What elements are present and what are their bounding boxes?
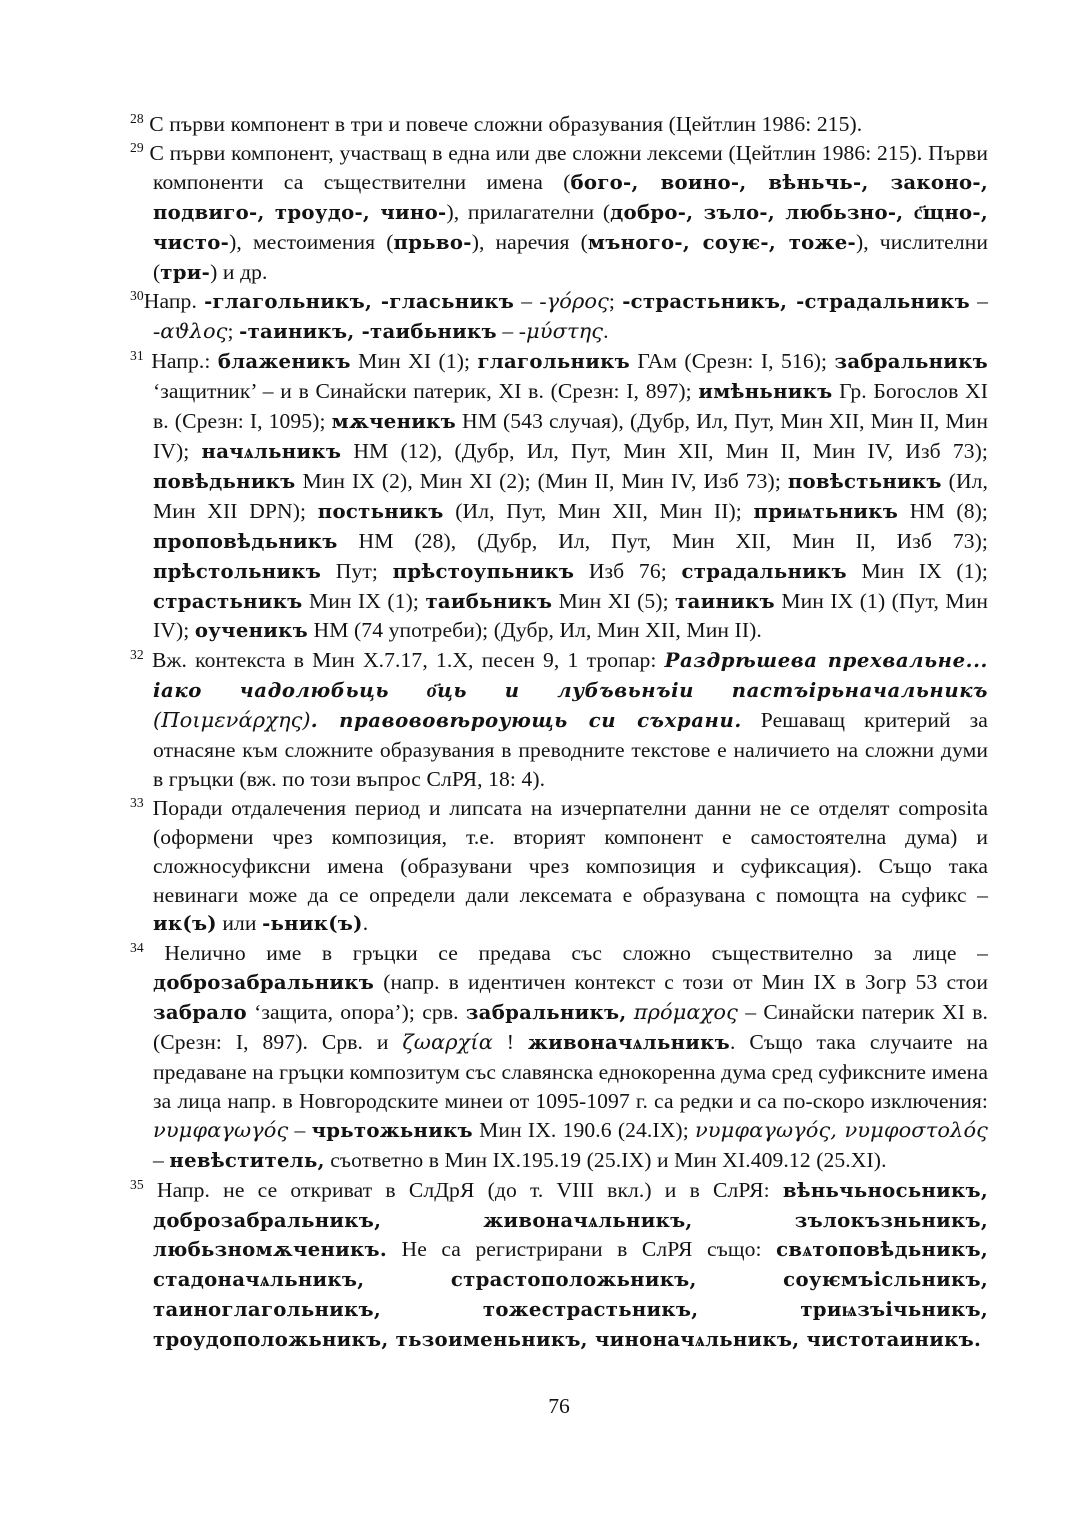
footnote-text: ), наречия ( <box>471 229 588 254</box>
footnote-text: Напр. не се откриват в СлДрЯ (до т. VIII вкл.) и в СлРЯ: <box>143 1177 783 1202</box>
footnote-28 <box>130 110 988 139</box>
footnote-text: С първи компонент, участващ в една или две сложни лексеми (Цейтлин 1986: 215). Първи компоненти са съществителни имена ( <box>143 140 988 194</box>
greek-term: γόρος <box>546 289 609 314</box>
old-slavonic-term: добро-, зъло-, любьзно-, с҃щно-, чисто- <box>153 200 988 254</box>
footnote-marker: 31 <box>130 348 144 364</box>
footnote-text: (напр. в идентичен контекст с този от Мин IX в Зогр 53 стои <box>374 970 988 995</box>
footnote-text: Мин IX (1) (Пут, Мин IV); <box>153 588 989 643</box>
footnote-text: ! <box>492 1030 528 1055</box>
footnote-text: Нелично име в гръцки се предава със сложно съществително за лице – <box>143 941 988 966</box>
old-slavonic-term: мѫченикъ <box>331 410 456 434</box>
footnote-text: съответно в Мин IX.195.19 (25.IX) и Мин XI.409.12 (25.XI). <box>324 1147 887 1172</box>
old-slavonic-term: оученикъ <box>194 619 309 643</box>
footnote-text: – <box>288 1117 312 1142</box>
old-slavonic-term: -ьник(ъ) <box>262 912 363 936</box>
footnote-text: НМ (8); <box>898 498 988 523</box>
old-slavonic-term: три- <box>160 260 211 284</box>
old-slavonic-term: ик(ъ) <box>153 912 217 936</box>
footnote-text: Мин IX. 190.6 (24.IX); <box>472 1117 695 1142</box>
old-slavonic-term: начѧльникъ <box>201 439 342 463</box>
old-slavonic-term: Раздрѣшева прехвальне... іако чадолюбьць о҃ць и лубъвьнъіи пастъірьначальникъ <box>153 649 988 703</box>
footnote-text: Напр.: <box>143 349 218 374</box>
footnotes-block <box>130 110 988 1355</box>
greek-term: (Ποιμενάρχης) <box>153 708 311 733</box>
footnote-text: . <box>362 911 369 936</box>
footnote-marker: 30 <box>130 288 144 304</box>
footnote-text: ), прилагателни ( <box>446 199 611 224</box>
footnote-text: – - <box>496 319 527 344</box>
footnote-33 <box>130 794 988 940</box>
old-slavonic-term: забральникъ, <box>465 1001 627 1025</box>
footnote-marker: 34 <box>130 940 144 956</box>
footnote-text: – - <box>514 289 547 314</box>
footnote-text: Вж. контекста в Мин X.7.17, 1.X, песен 9, 1 тропар: <box>143 648 665 673</box>
footnote-text: или <box>216 911 263 936</box>
old-slavonic-term: живоначѧльникъ <box>527 1031 730 1055</box>
old-slavonic-term: -глагольникъ, -гласьникъ <box>204 290 515 314</box>
old-slavonic-term: невѣститель, <box>169 1148 325 1172</box>
old-slavonic-term: страстьникъ <box>153 589 303 613</box>
greek-term: νυμφαγωγός, νυμφοστολός <box>694 1117 988 1142</box>
old-slavonic-term: -страстьникъ, -страдальникъ <box>622 290 970 314</box>
greek-term: αϑλος <box>160 319 228 344</box>
old-slavonic-term: имѣньникъ <box>698 380 833 404</box>
greek-term: μύστης <box>526 319 604 344</box>
footnote-text: Поради отдалечения период и липсата на изчерпателни данни не се отделят composita (оформени чрез композиция, т.е. вторият компонент е самостоятелна дума) и сложносуфиксни имена (образувани чрез композиция и суфиксация). Също така невинаги може да се определи дали лексемата е образувана с помощта на суфикс – <box>143 795 988 907</box>
old-slavonic-term: блаженикъ <box>217 350 351 374</box>
footnote-marker: 33 <box>130 794 144 810</box>
footnote-29 <box>130 139 988 288</box>
old-slavonic-term: повѣстьникъ <box>787 469 942 493</box>
old-slavonic-term: забрало <box>153 1001 247 1025</box>
old-slavonic-term: прьво- <box>393 230 472 254</box>
old-slavonic-term: прѣстоупьникъ <box>392 559 575 583</box>
footnote-text: – <box>153 1147 170 1172</box>
footnote-text: С първи компонент в три и повече сложни образувания (Цейтлин 1986: 215). <box>143 112 863 136</box>
footnote-text: Не са регистрирани в СлРЯ също: <box>387 1237 777 1262</box>
footnote-text: ), местоимения ( <box>229 229 394 254</box>
old-slavonic-term: вѣньчьносьникъ, доброзабральникъ, живоначѧльникъ, зълокъзньникъ, любьзномѫченикъ. <box>153 1178 988 1262</box>
greek-term: ζωαρχία <box>402 1030 493 1055</box>
footnote-marker: 35 <box>130 1176 144 1192</box>
footnote-text: ‘защита, опора’); срв. <box>246 1000 466 1025</box>
footnote-text: ), числителни ( <box>153 229 989 284</box>
footnote-text: Гр. Богослов XI в. (Срезн: I, 1095); <box>153 379 988 434</box>
old-slavonic-term: чрьтожьникъ <box>311 1118 473 1142</box>
footnote-text: ; <box>227 319 240 344</box>
old-slavonic-term: страдальникъ <box>681 559 847 583</box>
footnote-text: Мин IX (1); <box>302 588 426 613</box>
footnote-marker: 28 <box>130 110 144 126</box>
greek-term: πρόμαχος <box>633 1000 738 1025</box>
old-slavonic-term: глагольникъ <box>477 350 630 374</box>
old-slavonic-term: постьникъ <box>317 499 444 523</box>
footnote-34 <box>130 939 988 1175</box>
old-slavonic-term: таибьникъ <box>425 589 553 613</box>
footnote-30 <box>130 287 988 347</box>
old-slavonic-term: забральникъ <box>834 350 989 374</box>
old-slavonic-term: таиникъ <box>675 589 775 613</box>
footnote-text: – - <box>153 289 988 344</box>
old-slavonic-term: повѣдьникъ <box>153 469 296 493</box>
footnote-text: НМ (74 употреби); (Дубр, Ил, Мин XII, Мин II). <box>308 618 762 643</box>
footnote-text: ) и др. <box>210 259 268 284</box>
footnote-text: НМ (28), (Дубр, Ил, Пут, Мин XII, Мин II, Изб 73); <box>337 528 988 553</box>
old-slavonic-term: проповѣдьникъ <box>153 529 338 553</box>
footnote-text: ‘защитник’ – и в Синайски патерик, XI в. (Срезн: I, 897); <box>153 379 699 404</box>
old-slavonic-term: свѧтоповѣдьникъ, стадоначѧльникъ, страстоположьникъ, соуѥмъісльникъ, таиноглагольникъ, тожестрастьникъ, триѩзъічьникъ, троудоположьникъ, тьзоименьникъ, чиноначѧльникъ, чистотаиникъ. <box>153 1238 988 1352</box>
footnote-text: Напр. <box>143 289 205 314</box>
old-slavonic-term: . правововѣроующь си съхрани. <box>310 709 742 733</box>
old-slavonic-term: приѩтьникъ <box>753 499 899 523</box>
footnote-text: . Също така случаите на предаване на гръцки композитум със славянска еднокоренна дума сред суфиксните имена за лица напр. в Новгородските минеи от 1095-1097 г. са редки и са по-скоро изключения: <box>153 1030 988 1113</box>
footnote-text: Пут; <box>321 558 393 583</box>
footnote-text: (Ил, Мин XII DPN); <box>153 468 989 523</box>
footnote-text: Мин IX (2), Мин XI (2); (Мин II, Мин IV, Изб 73); <box>295 468 788 493</box>
footnote-text: Изб 76; <box>574 558 682 583</box>
footnote-marker: 29 <box>130 139 144 155</box>
footnote-text: Мин XI (5); <box>552 588 676 613</box>
footnote-text: ГАм (Срезн: I, 516); <box>629 349 835 374</box>
old-slavonic-term: прѣстольникъ <box>153 559 322 583</box>
footnote-text: НМ (12), (Дубр, Ил, Пут, Мин XII, Мин II, Мин IV, Изб 73); <box>341 438 989 463</box>
old-slavonic-term: доброзабральникъ <box>153 971 375 995</box>
footnote-marker: 32 <box>130 647 144 663</box>
footnote-text: Решаващ критерий за отнасяне към сложните образувания в преводните текстове е наличието на сложни думи в гръцки (вж. по този въпрос СлРЯ, 18: 4). <box>153 708 988 791</box>
footnote-32 <box>130 646 988 794</box>
footnote-text: Мин XI (1); <box>350 349 478 374</box>
footnote-35 <box>130 1176 988 1355</box>
old-slavonic-term: -таиникъ, -таибьникъ <box>239 320 497 344</box>
footnote-text: (Ил, Пут, Мин XII, Мин II); <box>443 498 754 523</box>
footnote-text: Мин IX (1); <box>846 558 988 583</box>
footnote-text: – Синайски патерик XI в. (Срезн: I, 897). Срв. и <box>153 1000 989 1055</box>
footnote-text: . <box>603 319 609 344</box>
page-number: 76 <box>548 1394 570 1418</box>
footnote-text <box>626 1000 633 1024</box>
greek-term: νυμφαγωγός <box>153 1117 289 1142</box>
old-slavonic-term: бого-, воино-, вѣньчь-, законо-, подвиго-, троудо-, чино- <box>153 170 988 224</box>
footnote-text: ; <box>608 289 623 314</box>
footnote-31 <box>130 347 988 646</box>
old-slavonic-term: мъного-, соуѥ-, тоже- <box>587 230 856 254</box>
footnote-text: НМ (543 случая), (Дубр, Ил, Пут, Мин XII, Мин II, Мин IV); <box>153 409 988 463</box>
